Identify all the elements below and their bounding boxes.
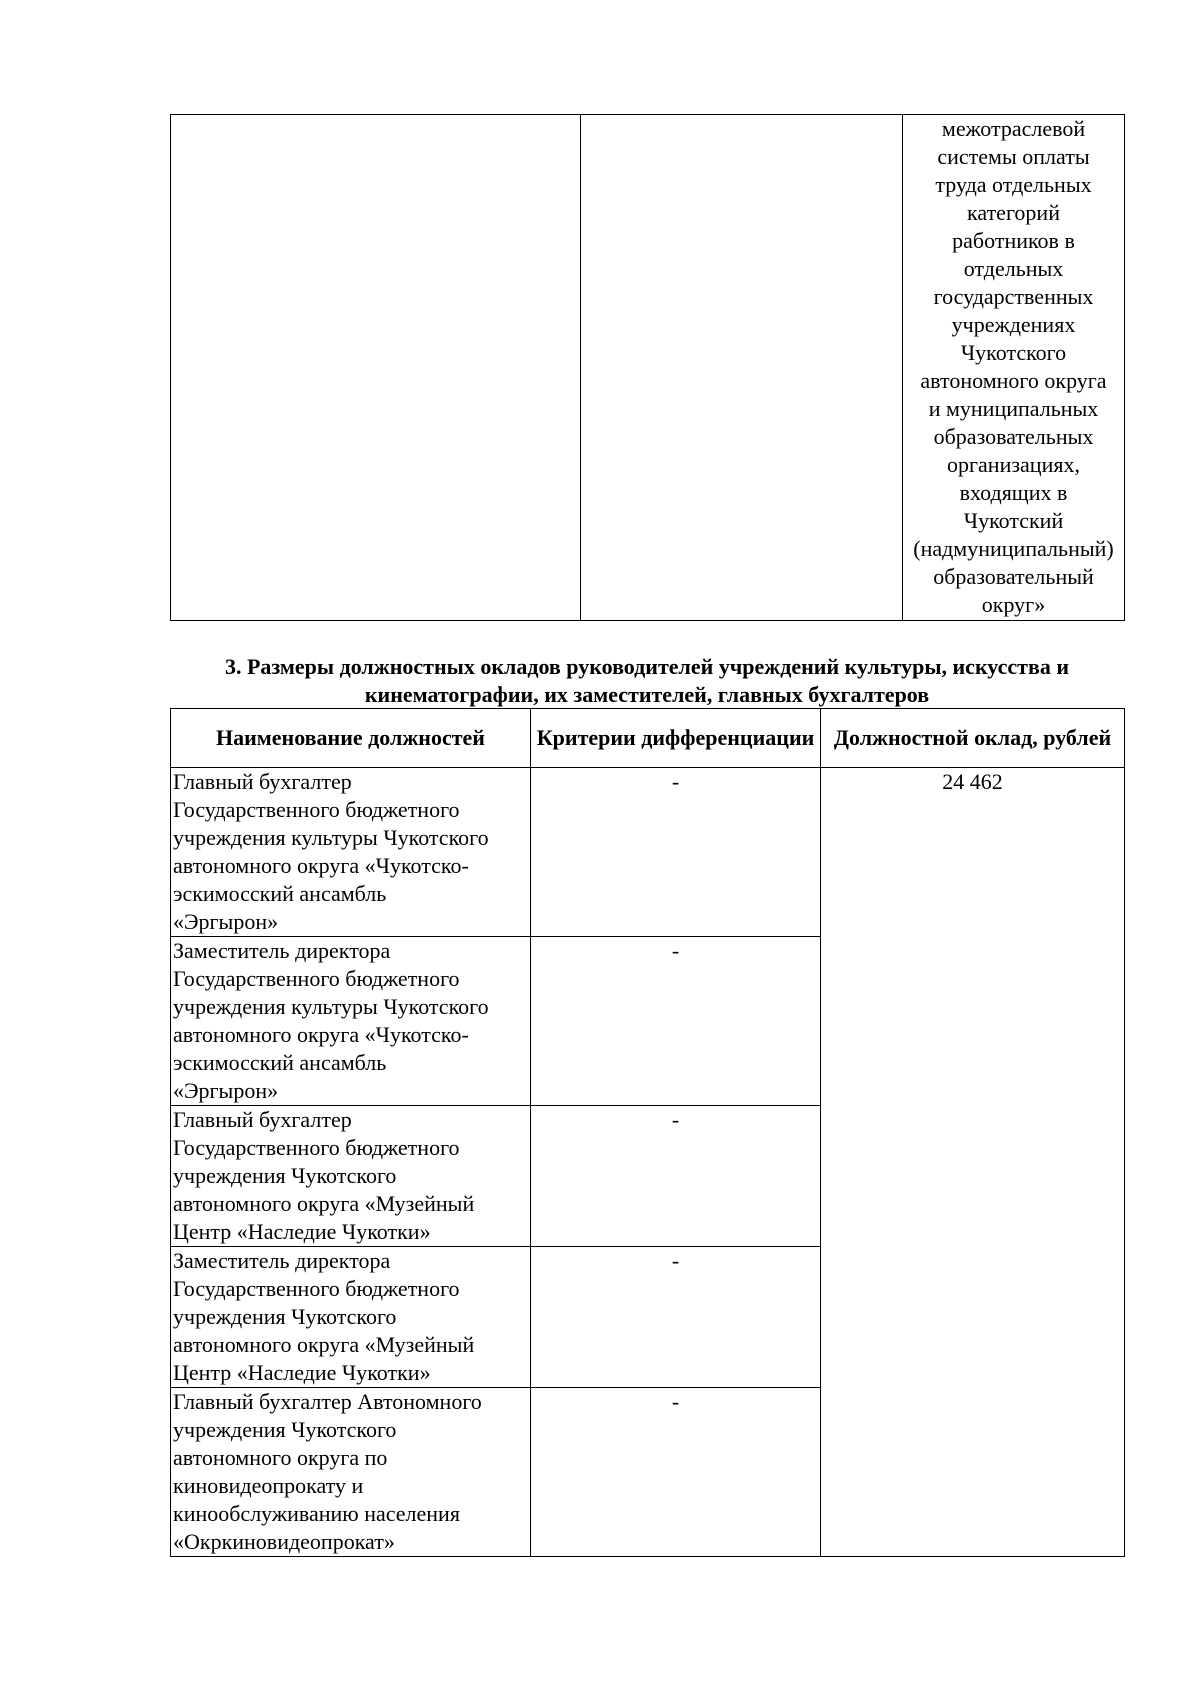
position-cell [171, 768, 531, 937]
position-cell [171, 1388, 531, 1557]
continuation-cell-3 [903, 115, 1125, 621]
criteria-cell: - [531, 1247, 821, 1388]
salary-cell: 24 462 [821, 768, 1125, 1557]
header-criteria: Критерии дифференциации [531, 709, 821, 768]
position-cell [171, 937, 531, 1106]
criteria-cell: - [531, 1106, 821, 1247]
continuation-cell-1 [171, 115, 581, 621]
table-row [171, 115, 1125, 621]
position-text: Главный бухгалтер Автономного учреждения Чукотского автономного округа по киновидеопрокату и кинообслуживанию населения «Окркиновидеопрокат» [173, 1389, 482, 1554]
position-cell [171, 1106, 531, 1247]
header-salary: Должностной оклад, рублей [821, 709, 1125, 768]
continuation-cell-3-text: межотраслевой системы оплаты труда отдельных категорий работников в отдельных государственных учреждениях Чукотского автономного округа и муниципальных образовательных организациях, входящих в Чукотский (надмуниципальный) образовательный округ» [913, 116, 1114, 617]
criteria-cell: - [531, 768, 821, 937]
position-text: Заместитель директора Государственного бюджетного учреждения культуры Чукотского автономного округа «Чукотско- эскимосский ансамбль «Эргырон» [173, 938, 489, 1103]
section-heading: 3. Размеры должностных окладов руководителей учреждений культуры, искусства и кинематографии, их заместителей, главных бухгалтеров [224, 654, 1070, 707]
position-cell [171, 1247, 531, 1388]
salary-table [170, 708, 1125, 1557]
position-text: Главный бухгалтер Государственного бюджетного учреждения культуры Чукотского автономного округа «Чукотско- эскимосский ансамбль «Эргырон» [173, 769, 489, 934]
salary-table-header-row [171, 709, 1125, 768]
position-text: Главный бухгалтер Государственного бюджетного учреждения Чукотского автономного округа «Музейный Центр «Наследие Чукотки» [173, 1107, 475, 1244]
continuation-table [170, 114, 1125, 621]
table-row [171, 768, 1125, 937]
criteria-cell: - [531, 1388, 821, 1557]
position-text: Заместитель директора Государственного бюджетного учреждения Чукотского автономного округа «Музейный Центр «Наследие Чукотки» [173, 1248, 475, 1385]
criteria-cell: - [531, 937, 821, 1106]
header-position: Наименование должностей [171, 709, 531, 768]
continuation-cell-2 [581, 115, 903, 621]
